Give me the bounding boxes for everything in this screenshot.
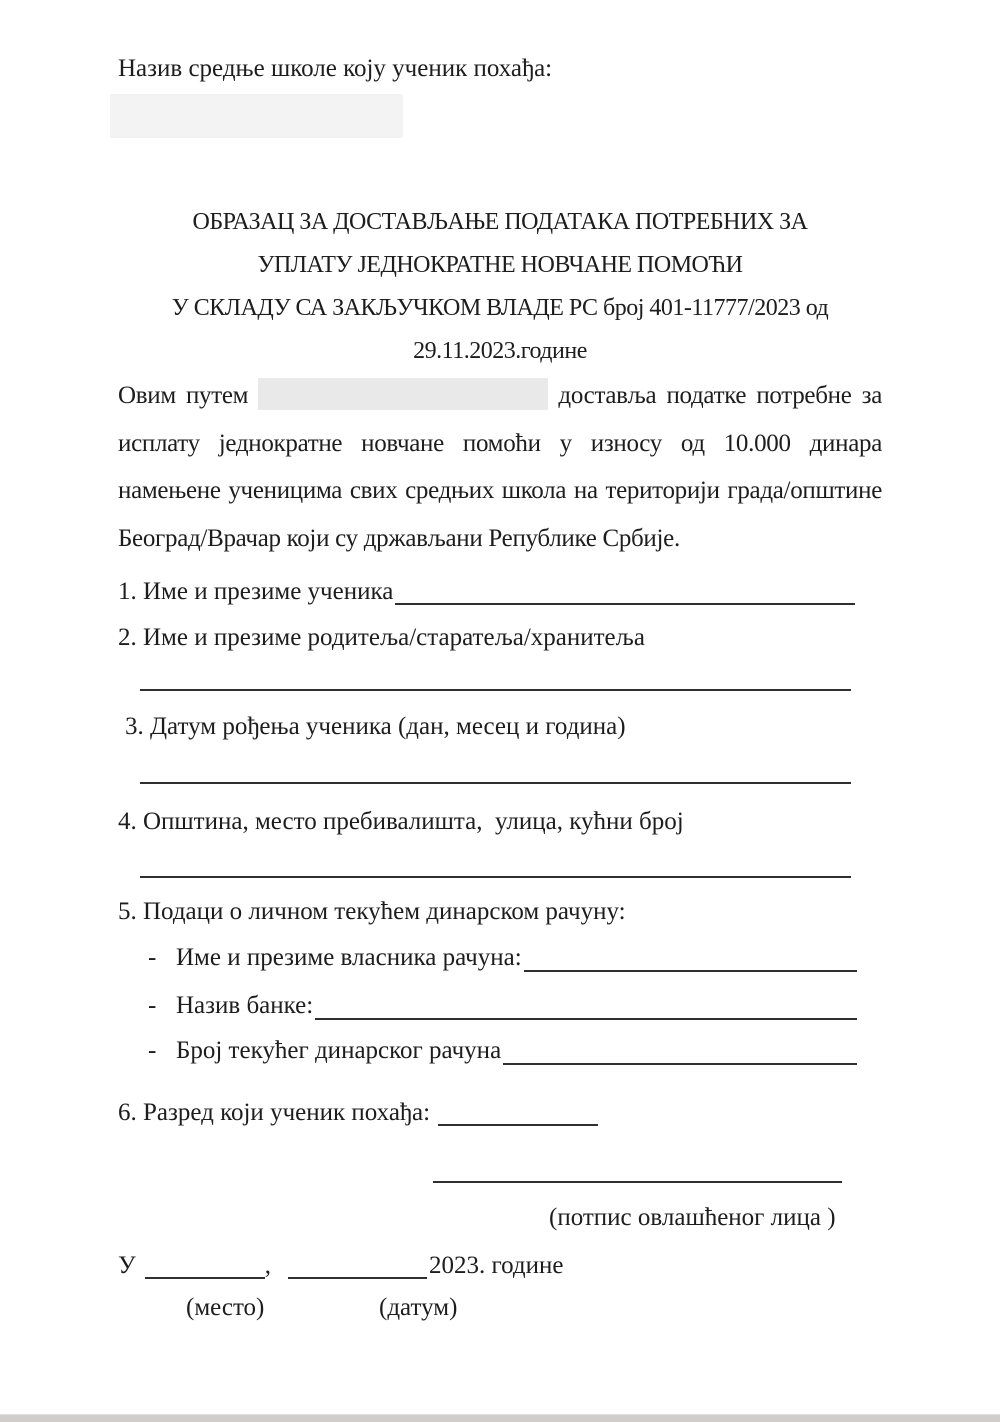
form-title-line-4: 29.11.2023.године [413,338,587,364]
blank-line-address [140,876,851,878]
field-student-name-label: 1. Име и презиме ученика [118,578,394,605]
dash-bullet: - [148,944,157,971]
form-title [118,201,882,373]
blank-line-date [288,1252,427,1279]
field-account-owner-label: Име и презиме власника рачуна: [176,944,522,971]
field-bank-name [148,992,857,1020]
blank-line-account-owner [524,944,857,972]
field-grade [118,1100,598,1126]
redacted-school-name [110,94,403,138]
blank-line-grade [438,1100,598,1126]
intro-line-1-before: Овим путем [118,382,249,409]
blank-line-place [145,1252,265,1279]
blank-line-student-name [395,579,855,605]
dash-bullet: - [148,1037,157,1064]
footer-place-date-row [118,1252,563,1279]
dash-bullet: - [148,992,157,1019]
field-account-owner [148,944,857,972]
field-birth-date-label: 3. Датум рођења ученика (дан, месец и година) [125,713,626,740]
field-bank-name-label: Назив банке: [176,992,314,1019]
redacted-submitter-name [258,378,548,410]
intro-line-1-after: доставља податке потребне за [558,382,882,409]
field-address-label: 4. Општина, место пребивалишта, улица, кућни број [118,808,684,835]
intro-paragraph [118,372,882,562]
blank-line-account-number [503,1037,857,1065]
blank-line-parent-name [140,689,851,691]
field-account-number-label: Број текућег динарског рачуна [176,1037,502,1064]
blank-line-birth-date [140,782,851,784]
field-student-name [118,579,855,605]
field-parent-name-label: 2. Име и презиме родитеља/старатеља/хранитеља [118,624,645,651]
intro-line-4: Београд/Врачар који су држављани Републике Србије. [118,524,680,552]
field-grade-label: 6. Разред који ученик похађа: [118,1099,431,1126]
signature-blank-line [433,1181,842,1183]
blank-line-bank-name [315,992,857,1020]
place-caption: (место) [186,1294,265,1321]
form-title-line-1: ОБРАЗАЦ ЗА ДОСТАВЉАЊЕ ПОДАТАКА ПОТРЕБНИХ ЗА [192,209,808,235]
footer-city-prefix: У [118,1252,136,1279]
intro-line-1 [118,372,882,420]
school-name-label: Назив средње школе коју ученик похађа: [118,55,553,82]
footer-separator: , [264,1252,271,1279]
field-account-section-label: 5. Подаци о личном текућем динарском рачуну: [118,898,626,925]
footer-year-text: 2023. године [428,1252,564,1279]
form-title-line-2: УПЛАТУ ЈЕДНОКРАТНЕ НОВЧАНЕ ПОМОЋИ [257,252,743,278]
intro-line-3: намењене ученицима свих средњих школа на територији града/општине [118,477,882,504]
signature-caption: (потпис овлашћеног лица ) [549,1204,836,1231]
date-caption: (датум) [379,1294,458,1321]
form-title-line-3: У СКЛАДУ СА ЗАКЉУЧКОМ ВЛАДЕ РС број 401-11777/2023 од [171,295,829,321]
field-account-number [148,1037,857,1065]
intro-line-2: исплату једнократне новчане помоћи у износу од 10.000 динара [118,429,882,457]
page-bottom-edge-bar [0,1414,1000,1422]
